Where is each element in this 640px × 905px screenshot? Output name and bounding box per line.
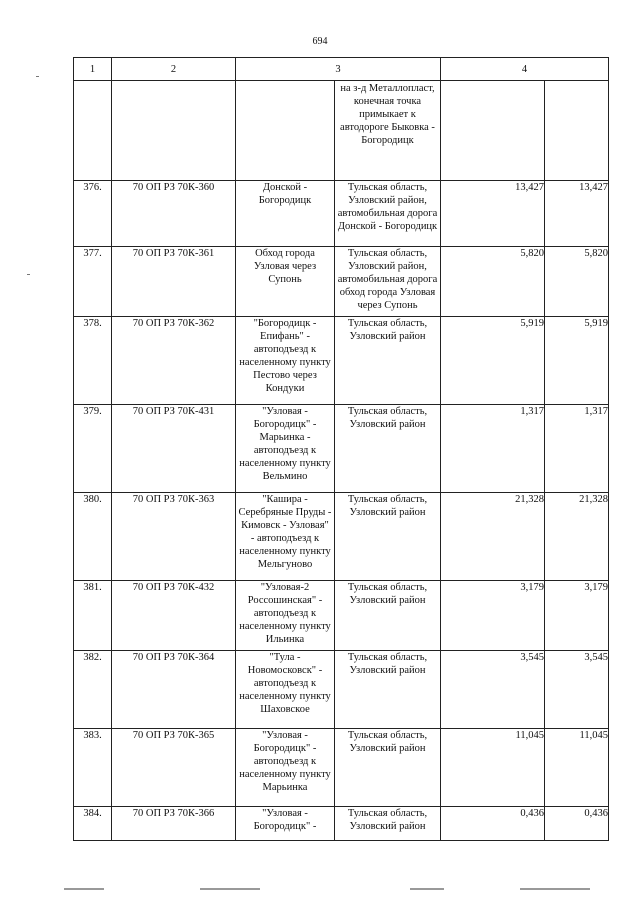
road-name-line: населенному пункту (239, 769, 331, 780)
length-total-cell: 3,179 (545, 581, 609, 651)
location-cell (335, 405, 441, 493)
row-number-cell: 377. (74, 247, 112, 317)
location-line: Тульская область, (347, 652, 428, 663)
row-number-cell: 381. (74, 581, 112, 651)
road-name-line: населенному пункту (239, 546, 331, 557)
location-line: Узловский район, (348, 195, 427, 206)
road-code-cell: 70 ОП РЗ 70К-364 (112, 651, 236, 729)
length-cell: 13,427 (441, 181, 545, 247)
length-cell: 1,317 (441, 405, 545, 493)
road-name-line: Шаховское (260, 704, 310, 715)
length-total-cell: 13,427 (545, 181, 609, 247)
location-line: на з-д Металлопласт, (340, 83, 435, 94)
road-name-line: Серебряные Пруды - (238, 507, 332, 518)
road-name-cell (236, 581, 335, 651)
length-cell (441, 81, 545, 181)
row-number-cell: 380. (74, 493, 112, 581)
location-line: Тульская область, (347, 406, 428, 417)
location-line: Узловский район (349, 331, 426, 342)
road-code-cell: 70 ОП РЗ 70К-431 (112, 405, 236, 493)
header-col-3: 3 (236, 58, 441, 81)
row-number-cell: 378. (74, 317, 112, 405)
location-cell (335, 247, 441, 317)
road-name-line: автоподъезд к (253, 344, 317, 355)
road-name-line: Пестово через (253, 370, 317, 381)
road-name-line: Богородицк" - (253, 419, 317, 430)
road-name-line: Новомосковск" - (247, 665, 323, 676)
location-cell (335, 729, 441, 807)
location-cell (335, 651, 441, 729)
road-code-cell: 70 ОП РЗ 70К-360 (112, 181, 236, 247)
road-code-cell: 70 ОП РЗ 70К-366 (112, 807, 236, 841)
road-name-line: "Кашира - (262, 494, 308, 505)
road-name-line: Кимовск - Узловая" (241, 520, 329, 531)
road-name-line: населенному пункту (239, 691, 331, 702)
road-code-cell: 70 ОП РЗ 70К-365 (112, 729, 236, 807)
scan-mark (27, 274, 30, 275)
road-name-cell (236, 317, 335, 405)
scan-noise (200, 888, 260, 890)
header-col-1: 1 (74, 58, 112, 81)
location-line: Тульская область, (347, 248, 428, 259)
table-body (74, 81, 609, 841)
road-code-cell: 70 ОП РЗ 70К-362 (112, 317, 236, 405)
length-total-cell: 5,820 (545, 247, 609, 317)
location-line: Узловский район (349, 821, 426, 832)
table-row (74, 729, 609, 807)
road-name-cell (236, 493, 335, 581)
road-name-line: "Узловая-2 (260, 582, 310, 593)
road-name-cell (236, 81, 335, 181)
table-row (74, 405, 609, 493)
road-name-line: Россошинская" - (247, 595, 323, 606)
road-name-cell (236, 405, 335, 493)
length-cell: 11,045 (441, 729, 545, 807)
table-row (74, 247, 609, 317)
table-row (74, 651, 609, 729)
table-row-continued (74, 81, 609, 181)
location-cell (335, 81, 441, 181)
road-registry-table (73, 57, 609, 841)
length-cell: 3,545 (441, 651, 545, 729)
table-header (74, 58, 609, 81)
location-line: Тульская область, (347, 182, 428, 193)
length-total-cell (545, 81, 609, 181)
location-cell (335, 493, 441, 581)
length-total-cell: 11,045 (545, 729, 609, 807)
location-line: через Супонь (357, 300, 418, 311)
scan-mark (36, 76, 39, 77)
road-name-line: автоподъезд к (253, 756, 317, 767)
road-name-line: автоподъезд к (253, 445, 317, 456)
location-line: Узловский район (349, 595, 426, 606)
location-cell (335, 317, 441, 405)
row-number-cell: 384. (74, 807, 112, 841)
scan-noise (64, 888, 104, 890)
road-code-cell: 70 ОП РЗ 70К-432 (112, 581, 236, 651)
road-name-line: Марьинка - (259, 432, 311, 443)
road-name-cell (236, 651, 335, 729)
road-name-line: "Узловая - (262, 730, 308, 741)
road-name-line: "Узловая - (262, 808, 308, 819)
road-name-line: Узловая через (253, 261, 317, 272)
location-cell (335, 181, 441, 247)
table-row (74, 807, 609, 841)
length-cell: 5,919 (441, 317, 545, 405)
header-col-4: 4 (441, 58, 609, 81)
road-name-line: населенному пункту (239, 621, 331, 632)
road-name-line: Епифань" - (260, 331, 310, 342)
road-name-line: Супонь (268, 274, 302, 285)
road-name-line: Мельгуново (257, 559, 313, 570)
road-name-line: Обход города (255, 248, 315, 259)
location-line: автодороге Быковка - (340, 122, 435, 133)
header-col-2: 2 (112, 58, 236, 81)
road-name-line: Богородицк" - (253, 821, 317, 832)
location-cell (335, 807, 441, 841)
location-line: Узловский район, (348, 261, 427, 272)
road-name-line: Богородицк (258, 195, 312, 206)
length-cell: 21,328 (441, 493, 545, 581)
location-line: автомобильная дорога (337, 274, 438, 285)
location-line: Тульская область, (347, 582, 428, 593)
road-name-line: Донской - (262, 182, 308, 193)
road-name-line: Ильинка (265, 634, 305, 645)
location-line: Узловский район (349, 419, 426, 430)
location-line: Тульская область, (347, 808, 428, 819)
road-name-line: автоподъезд к (253, 678, 317, 689)
row-number-cell: 383. (74, 729, 112, 807)
road-name-line: "Богородицк - (253, 318, 317, 329)
length-total-cell: 5,919 (545, 317, 609, 405)
row-number-cell: 376. (74, 181, 112, 247)
table-row (74, 317, 609, 405)
table-row (74, 581, 609, 651)
road-name-line: автоподъезд к (253, 608, 317, 619)
road-name-cell (236, 181, 335, 247)
road-code-cell: 70 ОП РЗ 70К-363 (112, 493, 236, 581)
location-line: Богородицк (361, 135, 414, 146)
location-line: Донской - Богородицк (337, 221, 438, 232)
road-name-line: Кондуки (265, 383, 305, 394)
row-number-cell (74, 81, 112, 181)
scan-noise (410, 888, 444, 890)
road-name-line: Вельмино (262, 471, 308, 482)
length-total-cell: 1,317 (545, 405, 609, 493)
road-name-line: "Узловая - (262, 406, 308, 417)
location-line: Узловский район (349, 507, 426, 518)
page-number: 694 (312, 36, 328, 47)
location-line: автомобильная дорога (337, 208, 438, 219)
location-line: Узловский район (349, 665, 426, 676)
location-cell (335, 581, 441, 651)
length-total-cell: 3,545 (545, 651, 609, 729)
length-cell: 3,179 (441, 581, 545, 651)
road-code-cell (112, 81, 236, 181)
length-total-cell: 21,328 (545, 493, 609, 581)
length-cell: 5,820 (441, 247, 545, 317)
location-line: примыкает к (359, 109, 416, 120)
road-name-cell (236, 807, 335, 841)
location-line: Узловский район (349, 743, 426, 754)
road-name-cell (236, 247, 335, 317)
length-cell: 0,436 (441, 807, 545, 841)
table-row (74, 181, 609, 247)
road-code-cell: 70 ОП РЗ 70К-361 (112, 247, 236, 317)
road-name-cell (236, 729, 335, 807)
location-line: Тульская область, (347, 494, 428, 505)
length-total-cell: 0,436 (545, 807, 609, 841)
road-name-line: населенному пункту (239, 458, 331, 469)
location-line: конечная точка (353, 96, 422, 107)
road-name-line: населенному пункту (239, 357, 331, 368)
scan-noise (520, 888, 590, 890)
row-number-cell: 382. (74, 651, 112, 729)
road-name-line: Марьинка (262, 782, 308, 793)
location-line: Тульская область, (347, 730, 428, 741)
road-name-line: - автоподъезд к (250, 533, 320, 544)
location-line: Тульская область, (347, 318, 428, 329)
road-name-line: "Тула - (269, 652, 301, 663)
road-name-line: Богородицк" - (253, 743, 317, 754)
table-row (74, 493, 609, 581)
row-number-cell: 379. (74, 405, 112, 493)
location-line: обход города Узловая (339, 287, 436, 298)
